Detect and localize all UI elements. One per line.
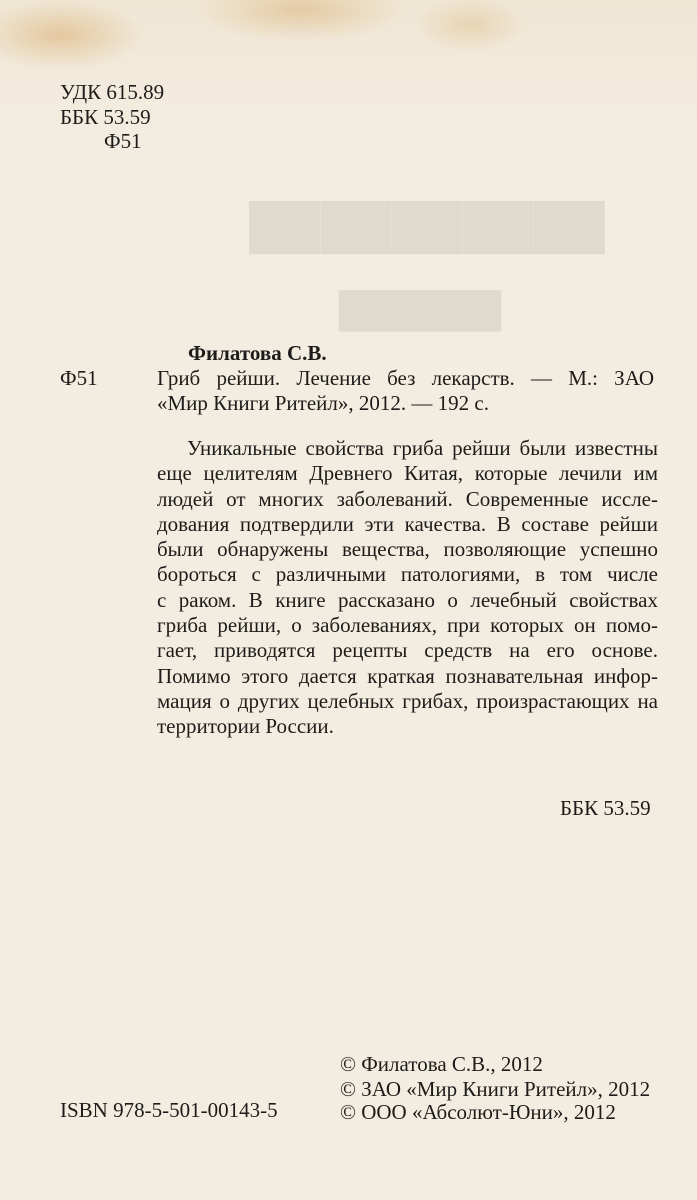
abstract-line: Уникальные свойства гриба рейши были известны bbox=[187, 436, 658, 460]
show-through-bleed: ▀▀▀ ▀▀▀▀▀ bbox=[250, 148, 607, 331]
abstract-line: территории России. bbox=[157, 714, 334, 739]
abstract-line: гает, приводятся рецепты средств на его основе. bbox=[157, 638, 658, 663]
copyright-line-absolut: © ООО «Абсолют-Юни», 2012 bbox=[340, 1100, 616, 1124]
copyright-line-publisher: © ЗАО «Мир Книги Ритейл», 2012 bbox=[340, 1077, 651, 1101]
abstract-line: мация о других целебных грибах, произрастающих на bbox=[157, 688, 658, 713]
abstract-line: гриба рейши, о заболеваниях, при которых он помо- bbox=[157, 613, 658, 638]
abstract-line: бороться с различными патологиями, в том числе bbox=[157, 562, 658, 587]
bibliographic-line-1: Гриб рейши. Лечение без лекарств. — М.: ЗАО bbox=[157, 366, 654, 390]
bbk-code-bottom: ББК 53.59 bbox=[560, 796, 651, 820]
isbn-number: ISBN 978-5-501-00143-5 bbox=[60, 1098, 278, 1122]
abstract-line: Помимо этого дается краткая познавательная инфор- bbox=[157, 663, 658, 688]
abstract-line: людей от многих заболеваний. Современные иссле- bbox=[157, 486, 658, 511]
abstract-paragraph bbox=[157, 436, 658, 740]
copyright-line-author: © Филатова С.В., 2012 bbox=[340, 1052, 543, 1076]
bibliographic-line-2: «Мир Книги Ритейл», 2012. — 192 с. bbox=[157, 391, 489, 415]
bbk-code-top: ББК 53.59 bbox=[60, 105, 151, 129]
abstract-line: были обнаружены вещества, позволяющие успешно bbox=[157, 537, 658, 562]
author-sign-top: Ф51 bbox=[104, 129, 142, 153]
abstract-line: дования подтвердили эти качества. В составе рейши bbox=[157, 511, 658, 536]
author-sign-entry: Ф51 bbox=[60, 366, 98, 390]
udk-code: УДК 615.89 bbox=[60, 80, 165, 104]
abstract-line: с раком. В книге рассказано о лечебный свойствах bbox=[157, 587, 658, 612]
abstract-line: еще целителям Древнего Китая, которые лечили им bbox=[157, 461, 658, 486]
author-name: Филатова С.В. bbox=[188, 341, 327, 365]
